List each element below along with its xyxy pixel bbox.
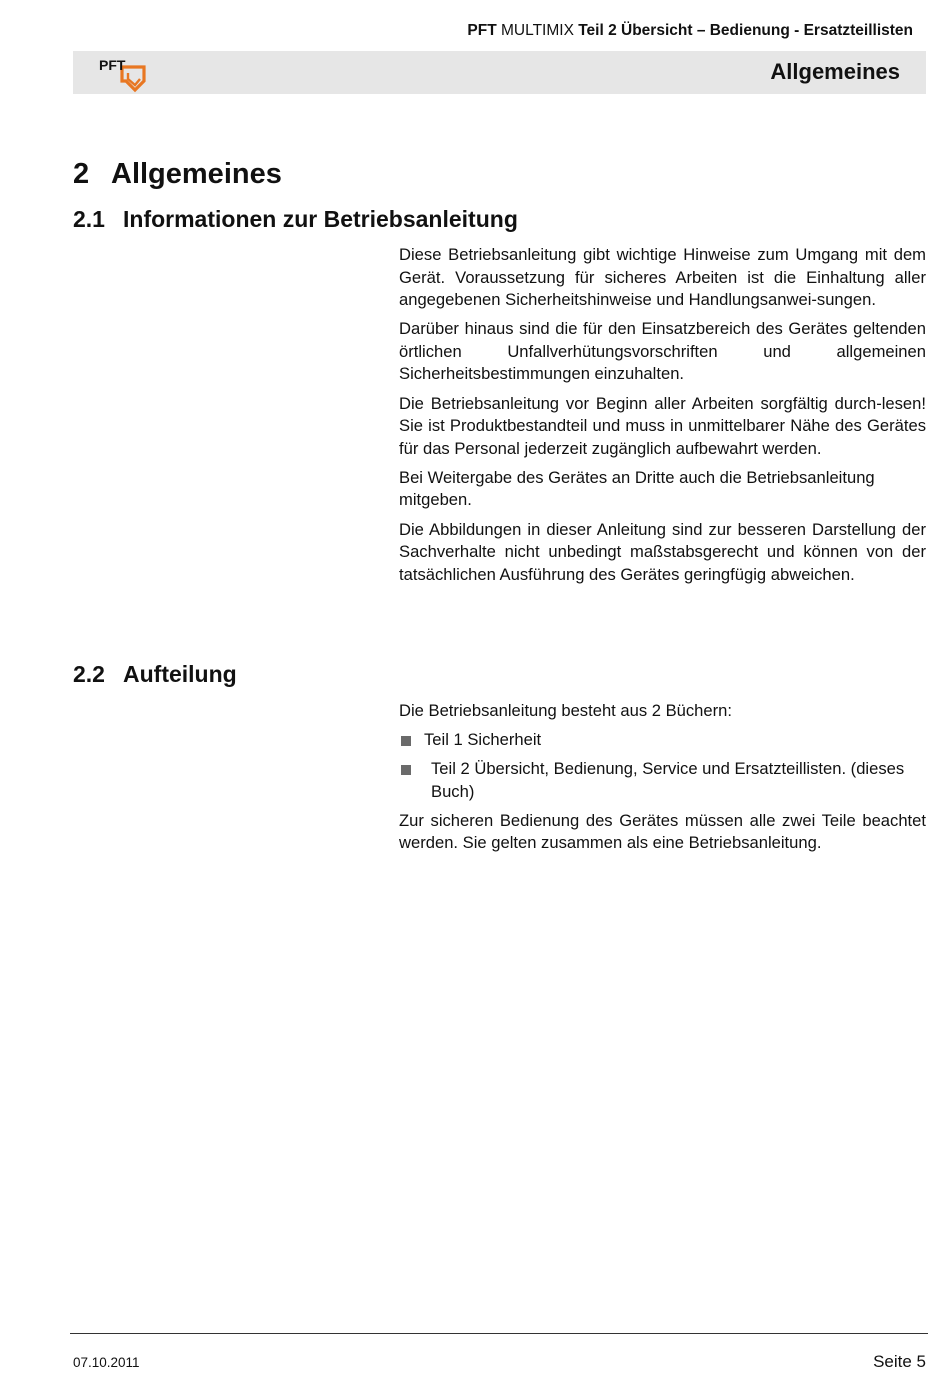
list-item-text: Teil 1 Sicherheit <box>424 730 542 750</box>
paragraph: Diese Betriebsanleitung gibt wichtige Hinweise zum Umgang mit dem Gerät. Voraussetzung für sicheres Arbeiten ist die Einhaltung aller angegebenen Sicherheitshinweise und Handlungsanwei-sungen. <box>399 245 926 310</box>
bullet-square-icon <box>401 765 411 775</box>
list-item <box>399 758 926 803</box>
section-number: 2.1 <box>73 206 105 232</box>
header-brand: PFT <box>467 22 497 39</box>
list-item-text: Teil 2 Übersicht, Bedienung, Service und Ersatzteillisten. (dieses Buch) <box>431 759 905 801</box>
header-section-title: Allgemeines <box>770 59 900 84</box>
chapter-title: Allgemeines <box>111 158 282 190</box>
bullet-square-icon <box>401 736 411 746</box>
paragraph: Bei Weitergabe des Gerätes an Dritte auch die Betriebsanleitung mitgeben. <box>399 467 875 510</box>
footer-date: 07.10.2011 <box>73 1355 140 1370</box>
section-2-1-body <box>399 244 926 593</box>
section-title: Informationen zur Betriebsanleitung <box>123 206 518 232</box>
header-band <box>73 51 926 94</box>
paragraph: Die Abbildungen in dieser Anleitung sind zur besseren Darstellung der Sachverhalte nicht unbedingt maßstabsgerecht und können von der tatsächlichen Ausführung des Gerätes geringfügig abweichen. <box>399 519 926 584</box>
section-heading-2-2 <box>73 661 237 688</box>
header-product: MULTIMIX <box>496 22 579 39</box>
paragraph: Darüber hinaus sind die für den Einsatzbereich des Gerätes geltenden örtlichen Unfallverhütungsvorschriften und allgemeinen Sicherheitsbestimmungen einzuhalten. <box>399 319 926 384</box>
section-2-2-body <box>399 700 926 862</box>
section-title: Aufteilung <box>123 661 237 687</box>
chapter-heading <box>73 158 282 191</box>
paragraph: Zur sicheren Bedienung des Gerätes müssen alle zwei Teile beachtet werden. Sie gelten zusammen als eine Betriebsanleitung. <box>399 810 926 853</box>
pft-logo-icon <box>98 55 148 93</box>
chapter-number: 2 <box>73 158 90 190</box>
paragraph: Die Betriebsanleitung vor Beginn aller Arbeiten sorgfältig durch-lesen! Sie ist Produktbestandteil und muss in unmittelbarer Nähe des Gerätes für das Personal jederzeit zugänglich aufbewahrt werden. <box>399 393 926 458</box>
footer-page-number: Seite 5 <box>873 1352 926 1371</box>
section-heading-2-1 <box>73 206 518 233</box>
logo-text: PFT <box>99 57 126 73</box>
header-part: Teil 2 Übersicht – Bedienung - Ersatzteillisten <box>578 22 913 39</box>
footer-divider <box>70 1333 928 1334</box>
paragraph: Die Betriebsanleitung besteht aus 2 Büchern: <box>399 701 733 720</box>
list-item <box>399 729 926 752</box>
running-header <box>467 22 913 40</box>
section-number: 2.2 <box>73 661 105 687</box>
